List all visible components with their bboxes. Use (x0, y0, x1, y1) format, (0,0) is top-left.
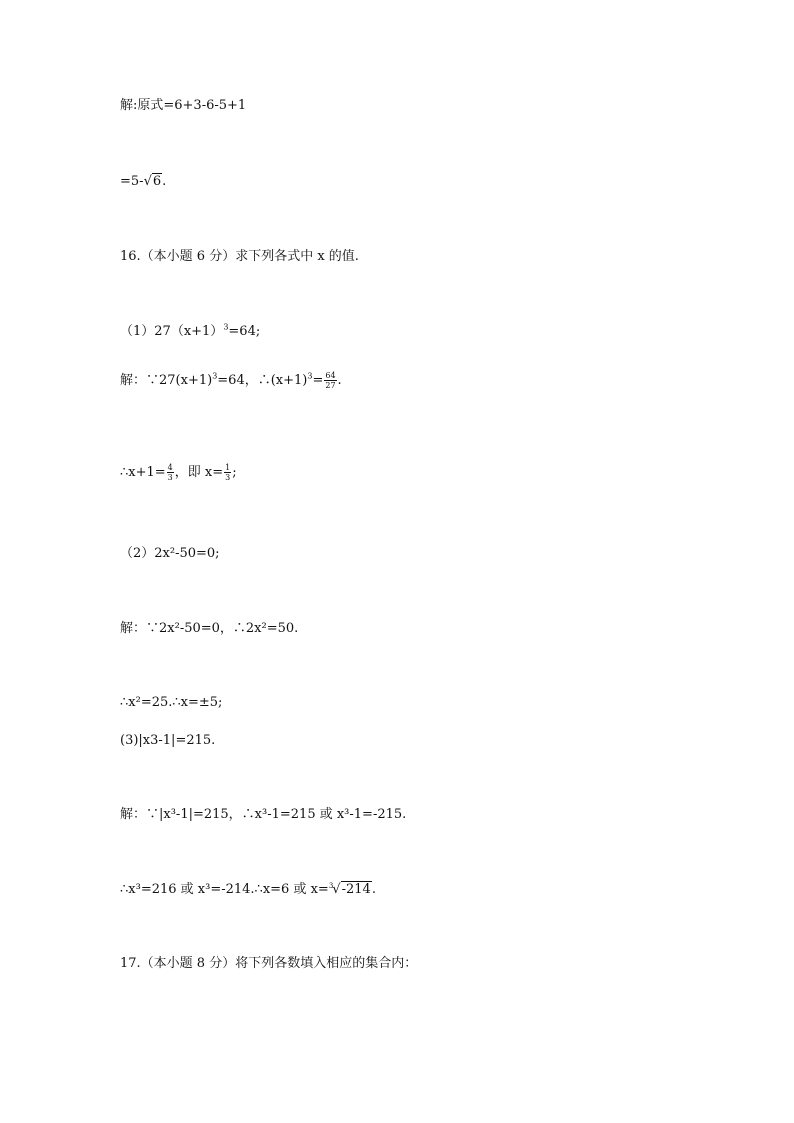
solution-line-1 (120, 97, 246, 115)
text: 解：∵27(x+1) (120, 373, 213, 388)
text: (3)|x3-1|=215. (120, 733, 216, 748)
solution-line-2 (120, 173, 166, 191)
text: ，即 x= (174, 465, 224, 480)
text: . (371, 882, 376, 897)
text: 16.（本小题 6 分）求下列各式中 x 的值. (120, 249, 359, 264)
text: =5- (120, 174, 144, 189)
radicand: -214 (341, 882, 371, 897)
exponent: 3 (212, 371, 218, 381)
text: ∴x²=25.∴x=±5; (120, 695, 223, 710)
denominator: 3 (225, 473, 231, 482)
text: = (312, 373, 324, 388)
q16-solution-1 (120, 371, 342, 390)
fraction (324, 371, 336, 390)
q16-solution-4 (120, 694, 222, 712)
q16-solution-2 (120, 463, 237, 482)
radicand: 6 (152, 174, 162, 189)
q16-part-2 (120, 545, 220, 563)
q16-solution-3 (120, 620, 298, 638)
text: ; (232, 465, 237, 480)
question-16-title (120, 248, 359, 266)
cube-root-expression: √-214 (332, 882, 371, 897)
denominator: 3 (167, 473, 173, 482)
text: =64，∴(x+1) (217, 373, 308, 388)
q16-part-1 (120, 323, 260, 341)
exponent: 3 (223, 322, 229, 332)
q16-solution-5 (120, 806, 406, 824)
text: 解：∵2x²-50=0，∴2x²=50. (120, 621, 299, 636)
text: . (337, 373, 342, 388)
text: 17.（本小题 8 分）将下列各数填入相应的集合内： (120, 956, 418, 971)
text: . (162, 174, 167, 189)
numerator: 64 (325, 371, 336, 380)
text: ∴x³=216 或 x³=-214.∴x=6 或 x= (120, 882, 329, 897)
text: 解:原式=6+3-6-5+1 (120, 98, 247, 113)
text: （1）27（x+1） (120, 324, 224, 339)
numerator: 4 (167, 463, 173, 472)
text: （2）2x²-50=0; (120, 546, 220, 561)
denominator: 27 (325, 381, 336, 390)
text: 解：∵|x³-1|=215，∴x³-1=215 或 x³-1=-215. (120, 807, 407, 822)
fraction (224, 463, 231, 482)
q16-part-3 (120, 732, 215, 750)
exponent: 3 (307, 371, 313, 381)
text: ∴x+1= (120, 465, 166, 480)
text: =64; (228, 324, 261, 339)
question-17-title (120, 955, 417, 973)
root-index: 3 (328, 881, 334, 890)
sqrt-expression: √6 (143, 174, 162, 189)
numerator: 1 (225, 463, 231, 472)
fraction (167, 463, 174, 482)
q16-solution-6 (120, 881, 376, 899)
